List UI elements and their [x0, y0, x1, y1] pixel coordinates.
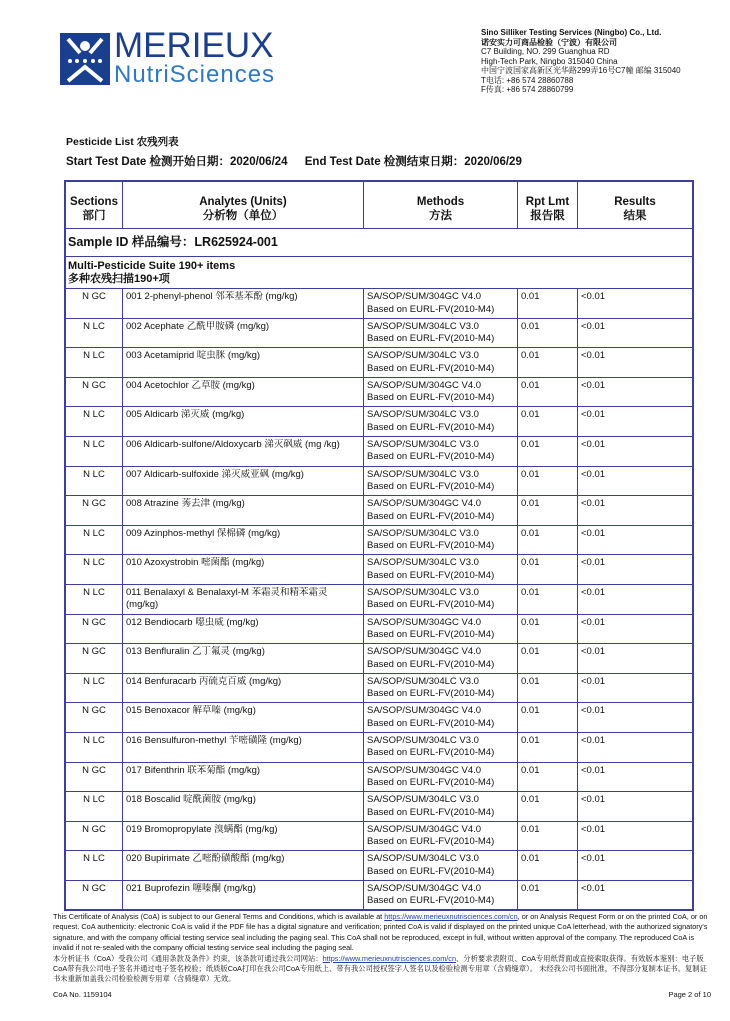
result-cell	[578, 526, 692, 555]
section-cell-text: N LC	[83, 438, 105, 450]
method-cell-text: Based on EURL-FV(2010-M4)	[367, 421, 495, 433]
method-cell-text: Based on EURL-FV(2010-M4)	[367, 303, 495, 315]
list-title: Pesticide List 农残列表	[66, 136, 179, 148]
result-cell-text: <0.01	[581, 498, 606, 510]
table-row	[66, 614, 692, 644]
header-en: Results	[614, 196, 656, 208]
method-cell-text: SA/SOP/SUM/304GC V4.0	[367, 616, 482, 628]
logo-text-merieux: MERIEUX	[114, 26, 274, 65]
company-name-cn: 诺安实力可商品检验（宁波）有限公司	[481, 37, 617, 47]
table-row	[66, 436, 692, 466]
analyte-cell	[123, 437, 364, 466]
result-cell	[578, 644, 692, 673]
table-body	[66, 288, 692, 909]
coa-number: CoA No. 1159104	[53, 990, 112, 999]
method-cell-text: SA/SOP/SUM/304GC V4.0	[367, 379, 482, 391]
method-cell-text: SA/SOP/SUM/304LC V3.0	[367, 557, 479, 569]
section-cell-text: N LC	[83, 557, 105, 569]
method-cell-text: Based on EURL-FV(2010-M4)	[367, 895, 495, 907]
section-cell	[66, 555, 123, 584]
rpt-lmt-cell	[518, 644, 578, 673]
section-cell	[66, 763, 123, 792]
section-cell-text: N GC	[82, 705, 106, 717]
rpt-lmt-cell	[518, 674, 578, 703]
rpt-lmt-cell	[518, 585, 578, 614]
method-cell-text: SA/SOP/SUM/304LC V3.0	[367, 794, 479, 806]
disclaimer-cn-cont: 、分析要求表附页、CoA专用纸背面或直接索取获得。有效版本鉴别：电子版CoA带有我公司电子签名并通过电子签名校验；纸质版CoA打印在我公司CoA专用纸上、带有我公司授权签字人签名以及检验检测专用章（含骑缝章）。 未经我公司书面批准，不得部分复制本证书。复制证书未重新加盖我公司检验检测专用章（含骑缝章）无效。	[53, 953, 707, 984]
analyte-cell	[123, 348, 364, 377]
result-cell	[578, 703, 692, 732]
rpt-lmt-cell-text: 0.01	[521, 705, 540, 717]
table-row	[66, 643, 692, 673]
rpt-lmt-cell	[518, 289, 578, 318]
rpt-lmt-cell	[518, 763, 578, 792]
section-cell	[66, 526, 123, 555]
table-row	[66, 466, 692, 496]
result-cell-text: <0.01	[581, 734, 606, 746]
method-cell-text: Based on EURL-FV(2010-M4)	[367, 569, 495, 581]
start-test-date: Start Test Date 检测开始日期：2020/06/24	[66, 156, 288, 168]
method-cell-text: SA/SOP/SUM/304LC V3.0	[367, 853, 479, 865]
section-cell	[66, 703, 123, 732]
analyte-cell-text: 016 Bensulfuron-methyl 苄嘧磺隆 (mg/kg)	[126, 734, 302, 746]
result-cell-text: <0.01	[581, 675, 606, 687]
section-cell	[66, 289, 123, 318]
result-cell-text: <0.01	[581, 586, 606, 598]
result-cell-text: <0.01	[581, 882, 606, 894]
result-cell	[578, 733, 692, 762]
section-cell-text: N LC	[83, 794, 105, 806]
phone: T电话: +86 574 28860788	[481, 75, 574, 85]
method-cell-text: SA/SOP/SUM/304GC V4.0	[367, 823, 482, 835]
result-cell-text: <0.01	[581, 823, 606, 835]
rpt-lmt-cell-text: 0.01	[521, 557, 540, 569]
result-cell	[578, 851, 692, 880]
result-cell	[578, 555, 692, 584]
section-cell-text: N GC	[82, 291, 106, 302]
table-row	[66, 318, 692, 348]
table-row	[66, 495, 692, 525]
analyte-cell-text: 010 Azoxystrobin 嘧菌酯 (mg/kg)	[126, 557, 265, 569]
method-cell-text: Based on EURL-FV(2010-M4)	[367, 362, 495, 374]
method-cell-text: SA/SOP/SUM/304LC V3.0	[367, 438, 479, 450]
company-address	[481, 28, 681, 95]
method-cell-text: SA/SOP/SUM/304GC V4.0	[367, 646, 482, 658]
analyte-cell-text: 007 Aldicarb-sulfoxide 涕灭威亚砜 (mg/kg)	[126, 468, 304, 480]
method-cell	[364, 526, 518, 555]
section-cell-text: N LC	[83, 320, 105, 332]
sample-id: Sample ID 样品编号：LR625924-001	[66, 229, 692, 257]
header-cn: 部门	[82, 210, 106, 222]
method-cell	[364, 792, 518, 821]
rpt-lmt-cell-text: 0.01	[521, 291, 540, 302]
rpt-lmt-cell	[518, 467, 578, 496]
table-row	[66, 525, 692, 555]
test-dates	[66, 153, 536, 169]
rpt-lmt-cell	[518, 437, 578, 466]
method-cell	[364, 615, 518, 644]
analyte-cell	[123, 674, 364, 703]
result-cell	[578, 407, 692, 436]
section-cell-text: N GC	[82, 498, 106, 510]
method-cell-text: Based on EURL-FV(2010-M4)	[367, 392, 495, 404]
result-cell-text: <0.01	[581, 527, 606, 539]
method-cell-text: Based on EURL-FV(2010-M4)	[367, 333, 495, 345]
footer-disclaimer	[53, 912, 713, 985]
table-row	[66, 880, 692, 910]
method-cell	[364, 881, 518, 910]
company-name-en: Sino Silliker Testing Services (Ningbo) Co., Ltd.	[481, 28, 662, 37]
analyte-cell-text: 003 Acetamiprid 啶虫脒 (mg/kg)	[126, 350, 261, 362]
method-cell-text: SA/SOP/SUM/304LC V3.0	[367, 468, 479, 480]
header-en: Sections	[70, 196, 118, 208]
section-cell	[66, 615, 123, 644]
table-row	[66, 584, 692, 614]
rpt-lmt-cell	[518, 496, 578, 525]
rpt-lmt-cell-text: 0.01	[521, 823, 540, 835]
method-cell-text: Based on EURL-FV(2010-M4)	[367, 658, 495, 670]
section-cell-text: N LC	[83, 468, 105, 480]
result-cell-text: <0.01	[581, 320, 606, 332]
header-sections	[66, 182, 123, 228]
result-cell	[578, 496, 692, 525]
method-cell-text: SA/SOP/SUM/304LC V3.0	[367, 350, 479, 362]
suite-title-en: Multi-Pesticide Suite 190+ items	[68, 260, 236, 272]
analyte-cell	[123, 881, 364, 910]
result-cell-text: <0.01	[581, 705, 606, 717]
header-en: Methods	[416, 196, 465, 208]
section-cell-text: N LC	[83, 675, 105, 687]
method-cell	[364, 733, 518, 762]
analyte-cell	[123, 526, 364, 555]
method-cell-text: SA/SOP/SUM/304GC V4.0	[367, 498, 482, 510]
method-cell-text: SA/SOP/SUM/304LC V3.0	[367, 675, 479, 687]
rpt-lmt-cell	[518, 378, 578, 407]
analyte-cell-text: 015 Benoxacor 解草嗪 (mg/kg)	[126, 705, 256, 717]
analyte-cell	[123, 319, 364, 348]
section-cell	[66, 674, 123, 703]
header-cn: 分析物（单位）	[202, 210, 284, 222]
result-cell	[578, 437, 692, 466]
result-cell-text: <0.01	[581, 379, 606, 391]
rpt-lmt-cell-text: 0.01	[521, 646, 540, 658]
rpt-lmt-cell	[518, 733, 578, 762]
rpt-lmt-cell	[518, 615, 578, 644]
result-cell-text: <0.01	[581, 557, 606, 569]
method-cell-text: SA/SOP/SUM/304GC V4.0	[367, 764, 482, 776]
method-cell	[364, 763, 518, 792]
section-cell	[66, 881, 123, 910]
analyte-cell	[123, 555, 364, 584]
analyte-cell-text: 011 Benalaxyl & Benalaxyl-M 苯霜灵和精苯霜灵 (mg/kg)	[126, 586, 328, 611]
rpt-lmt-cell-text: 0.01	[521, 320, 540, 332]
analyte-cell	[123, 467, 364, 496]
logo-figure-icon	[60, 33, 110, 85]
analyte-cell-text: 021 Buprofezin 噻嗪酮 (mg/kg)	[126, 882, 256, 894]
method-cell	[364, 437, 518, 466]
result-cell	[578, 674, 692, 703]
rpt-lmt-cell-text: 0.01	[521, 498, 540, 510]
rpt-lmt-cell-text: 0.01	[521, 675, 540, 687]
rpt-lmt-cell-text: 0.01	[521, 468, 540, 480]
result-cell-text: <0.01	[581, 646, 606, 658]
method-cell	[364, 496, 518, 525]
result-cell-text: <0.01	[581, 438, 606, 450]
section-cell	[66, 733, 123, 762]
header-cn: 方法	[429, 210, 452, 222]
result-cell-text: <0.01	[581, 616, 606, 628]
header-cn: 结果	[623, 210, 647, 222]
header-methods	[364, 182, 518, 228]
result-cell-text: <0.01	[581, 853, 606, 865]
table-row	[66, 288, 692, 318]
analyte-cell	[123, 585, 364, 614]
disclaimer-cn: 本分析证书（CoA）受我公司《通用条款及条件》约束，该条款可通过我公司网站：	[53, 953, 323, 963]
result-cell	[578, 348, 692, 377]
method-cell	[364, 703, 518, 732]
section-cell	[66, 644, 123, 673]
page-number: Page 2 of 10	[668, 990, 711, 999]
table-row	[66, 732, 692, 762]
analyte-cell-text: 017 Bifenthrin 联苯菊酯 (mg/kg)	[126, 764, 261, 776]
section-cell-text: N LC	[83, 734, 105, 746]
suite-title-cn: 多种农残扫描190+项	[68, 273, 170, 285]
method-cell	[364, 585, 518, 614]
header-rpt-lmt	[518, 182, 578, 228]
result-cell-text: <0.01	[581, 350, 606, 362]
section-cell-text: N LC	[83, 350, 105, 362]
terms-link-cn[interactable]: https://www.merieuxnutrisciences.com/cn	[322, 953, 457, 963]
end-test-date: End Test Date 检测结束日期：2020/06/29	[304, 156, 522, 168]
section-cell	[66, 437, 123, 466]
method-cell-text: SA/SOP/SUM/304LC V3.0	[367, 586, 479, 598]
section-cell	[66, 822, 123, 851]
rpt-lmt-cell-text: 0.01	[521, 764, 540, 776]
section-cell	[66, 585, 123, 614]
rpt-lmt-cell-text: 0.01	[521, 586, 540, 598]
table-row	[66, 762, 692, 792]
result-cell	[578, 615, 692, 644]
analyte-cell	[123, 703, 364, 732]
disclaimer-en-cont: , or on Analysis Request Form or on the printed CoA, or on request. CoA authenticity: electronic CoA is valid if the PDF file has a digital signature and verification; printed CoA is valid if displayed on the printed unique CoA letterhead, with the authorized signatory's signature, and with the company official testing service seal including the paging seal. This CoA shall not be reproduced, except in full, without written approval of the company. The reproduced CoA is invalid if not re-sealed with the company official testing service seal including the paging seal.	[53, 912, 708, 953]
method-cell-text: Based on EURL-FV(2010-M4)	[367, 806, 495, 818]
analyte-cell	[123, 615, 364, 644]
method-cell-text: SA/SOP/SUM/304GC V4.0	[367, 291, 482, 302]
rpt-lmt-cell-text: 0.01	[521, 438, 540, 450]
rpt-lmt-cell	[518, 555, 578, 584]
method-cell-text: Based on EURL-FV(2010-M4)	[367, 629, 495, 641]
method-cell-text: SA/SOP/SUM/304LC V3.0	[367, 527, 479, 539]
rpt-lmt-cell-text: 0.01	[521, 882, 540, 894]
method-cell	[364, 851, 518, 880]
method-cell-text: Based on EURL-FV(2010-M4)	[367, 836, 495, 848]
rpt-lmt-cell-text: 0.01	[521, 734, 540, 746]
analyte-cell	[123, 851, 364, 880]
result-cell	[578, 289, 692, 318]
analyte-cell-text: 020 Bupirimate 乙嘧酚磺酸酯 (mg/kg)	[126, 853, 285, 865]
section-cell-text: N GC	[82, 764, 106, 776]
section-cell	[66, 792, 123, 821]
rpt-lmt-cell	[518, 851, 578, 880]
rpt-lmt-cell-text: 0.01	[521, 379, 540, 391]
analyte-cell-text: 006 Aldicarb-sulfone/Aldoxycarb 涕灭砜威 (mg /kg)	[126, 438, 340, 450]
method-cell-text: Based on EURL-FV(2010-M4)	[367, 540, 495, 552]
merieux-logo	[60, 26, 300, 88]
analyte-cell-text: 008 Atrazine 莠去津 (mg/kg)	[126, 498, 245, 510]
section-cell	[66, 319, 123, 348]
analyte-cell-text: 001 2-phenyl-phenol 邻苯基苯酚 (mg/kg)	[126, 291, 298, 302]
method-cell-text: Based on EURL-FV(2010-M4)	[367, 599, 495, 611]
method-cell-text: SA/SOP/SUM/304GC V4.0	[367, 705, 482, 717]
table-header	[66, 182, 692, 229]
pesticide-table	[64, 180, 694, 911]
result-cell	[578, 763, 692, 792]
analyte-cell-text: 013 Benfluralin 乙丁氟灵 (mg/kg)	[126, 646, 265, 658]
method-cell	[364, 319, 518, 348]
analyte-cell	[123, 822, 364, 851]
method-cell	[364, 822, 518, 851]
suite-title	[66, 257, 692, 288]
rpt-lmt-cell-text: 0.01	[521, 527, 540, 539]
address-line: 中国宁波国家高新区光华路299弄16号C7幢 邮编 315040	[481, 66, 681, 75]
method-cell-text: SA/SOP/SUM/304LC V3.0	[367, 409, 479, 421]
table-row	[66, 554, 692, 584]
method-cell-text: SA/SOP/SUM/304LC V3.0	[367, 734, 479, 746]
section-cell-text: N GC	[82, 646, 106, 658]
method-cell-text: Based on EURL-FV(2010-M4)	[367, 481, 495, 493]
rpt-lmt-cell-text: 0.01	[521, 616, 540, 628]
analyte-cell	[123, 496, 364, 525]
section-cell-text: N LC	[83, 853, 105, 865]
analyte-cell-text: 014 Benfuracarb 丙硫克百威 (mg/kg)	[126, 675, 282, 687]
result-cell-text: <0.01	[581, 764, 606, 776]
rpt-lmt-cell	[518, 881, 578, 910]
method-cell-text: Based on EURL-FV(2010-M4)	[367, 510, 495, 522]
result-cell	[578, 881, 692, 910]
result-cell-text: <0.01	[581, 409, 606, 421]
result-cell	[578, 585, 692, 614]
analyte-cell-text: 018 Boscalid 啶酰菌胺 (mg/kg)	[126, 794, 256, 806]
analyte-cell-text: 009 Azinphos-methyl 保棉磷 (mg/kg)	[126, 527, 281, 539]
method-cell-text: Based on EURL-FV(2010-M4)	[367, 688, 495, 700]
result-cell-text: <0.01	[581, 468, 606, 480]
table-row	[66, 406, 692, 436]
table-row	[66, 850, 692, 880]
table-row	[66, 791, 692, 821]
method-cell	[364, 467, 518, 496]
rpt-lmt-cell	[518, 407, 578, 436]
analyte-cell	[123, 407, 364, 436]
method-cell-text: Based on EURL-FV(2010-M4)	[367, 717, 495, 729]
address-line: High-Tech Park, Ningbo 315040 China	[481, 56, 618, 66]
rpt-lmt-cell-text: 0.01	[521, 853, 540, 865]
rpt-lmt-cell	[518, 348, 578, 377]
result-cell	[578, 319, 692, 348]
rpt-lmt-cell-text: 0.01	[521, 794, 540, 806]
header-en: Rpt Lmt	[525, 196, 570, 208]
method-cell-text: SA/SOP/SUM/304GC V4.0	[367, 882, 482, 894]
method-cell-text: Based on EURL-FV(2010-M4)	[367, 451, 495, 463]
analyte-cell-text: 004 Acetochlor 乙草胺 (mg/kg)	[126, 379, 255, 391]
analyte-cell	[123, 792, 364, 821]
method-cell	[364, 348, 518, 377]
method-cell	[364, 555, 518, 584]
rpt-lmt-cell-text: 0.01	[521, 409, 540, 421]
disclaimer-en: This Certificate of Analysis (CoA) is subject to our General Terms and Conditions, which is available at	[53, 912, 385, 921]
table-row	[66, 702, 692, 732]
method-cell	[364, 378, 518, 407]
section-cell-text: N LC	[83, 586, 105, 598]
section-cell	[66, 378, 123, 407]
analyte-cell-text: 012 Bendiocarb 噁虫威 (mg/kg)	[126, 616, 259, 628]
result-cell	[578, 378, 692, 407]
header-cn: 报告限	[530, 210, 565, 222]
section-cell-text: N LC	[83, 409, 105, 421]
analyte-cell	[123, 378, 364, 407]
header-en: Analytes (Units)	[199, 196, 287, 208]
header-results	[578, 182, 692, 228]
section-cell	[66, 851, 123, 880]
method-cell-text: SA/SOP/SUM/304LC V3.0	[367, 320, 479, 332]
section-cell-text: N GC	[82, 882, 106, 894]
method-cell	[364, 407, 518, 436]
analyte-cell-text: 019 Bromopropylate 溴螨酯 (mg/kg)	[126, 823, 278, 835]
analyte-cell-text: 005 Aldicarb 涕灭威 (mg/kg)	[126, 409, 245, 421]
table-row	[66, 347, 692, 377]
analyte-cell	[123, 289, 364, 318]
method-cell-text: Based on EURL-FV(2010-M4)	[367, 777, 495, 788]
analyte-cell	[123, 733, 364, 762]
section-cell	[66, 348, 123, 377]
rpt-lmt-cell	[518, 319, 578, 348]
rpt-lmt-cell	[518, 703, 578, 732]
section-cell	[66, 407, 123, 436]
section-cell-text: N GC	[82, 823, 106, 835]
section-cell	[66, 496, 123, 525]
analyte-cell	[123, 763, 364, 792]
header-analytes	[123, 182, 364, 228]
fax: F传真: +86 574 28860799	[481, 85, 574, 94]
result-cell-text: <0.01	[581, 794, 606, 806]
result-cell	[578, 792, 692, 821]
logo-text-nutrisciences: NutriSciences	[114, 61, 276, 88]
rpt-lmt-cell	[518, 526, 578, 555]
table-row	[66, 377, 692, 407]
analyte-cell	[123, 644, 364, 673]
terms-link[interactable]: https://www.merieuxnutrisciences.com/cn	[384, 912, 518, 921]
result-cell	[578, 822, 692, 851]
section-cell	[66, 467, 123, 496]
method-cell	[364, 289, 518, 318]
table-row	[66, 821, 692, 851]
table-row	[66, 673, 692, 703]
result-cell	[578, 467, 692, 496]
rpt-lmt-cell	[518, 822, 578, 851]
method-cell-text: Based on EURL-FV(2010-M4)	[367, 865, 495, 877]
section-cell-text: N LC	[83, 527, 105, 539]
result-cell-text: <0.01	[581, 291, 606, 302]
method-cell-text: Based on EURL-FV(2010-M4)	[367, 747, 495, 759]
address-line: C7 Building, NO. 299 Guanghua RD	[481, 47, 610, 56]
section-cell-text: N GC	[82, 379, 106, 391]
method-cell	[364, 644, 518, 673]
rpt-lmt-cell-text: 0.01	[521, 350, 540, 362]
rpt-lmt-cell	[518, 792, 578, 821]
analyte-cell-text: 002 Acephate 乙酰甲胺磷 (mg/kg)	[126, 320, 270, 332]
section-cell-text: N GC	[82, 616, 106, 628]
method-cell	[364, 674, 518, 703]
